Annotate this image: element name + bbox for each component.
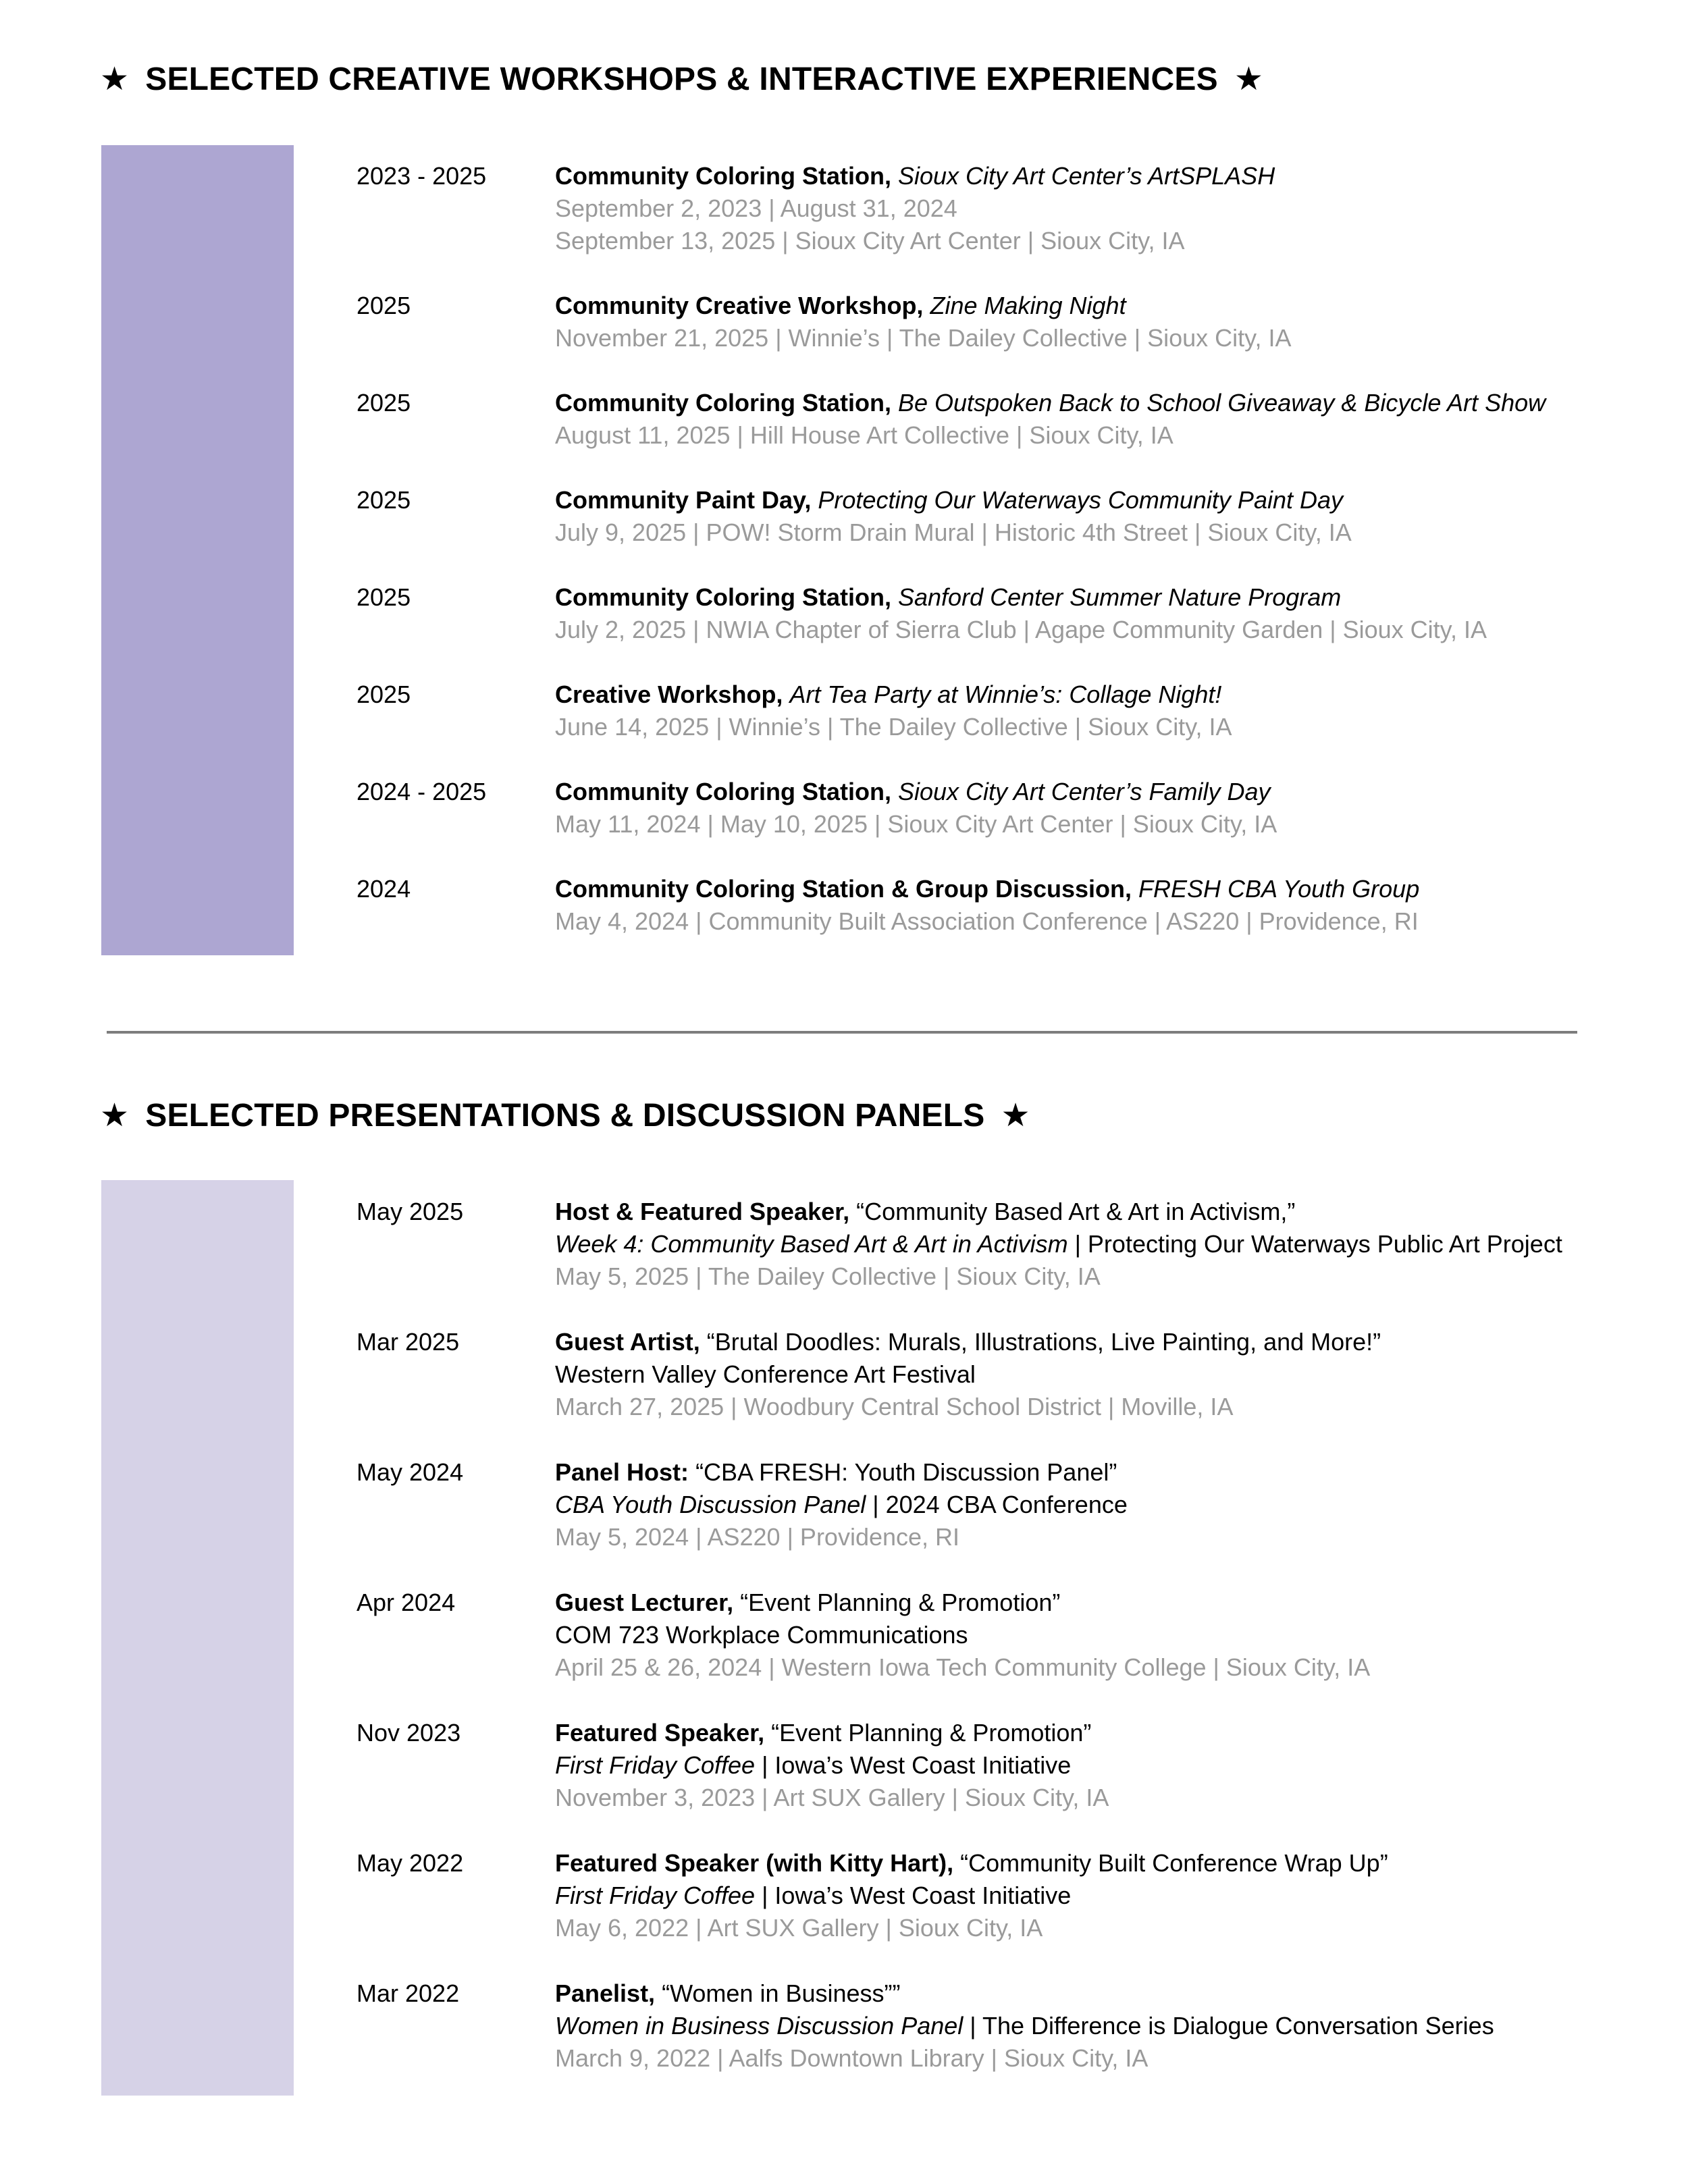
entry-talk-title: “Community Built Conference Wrap Up” <box>960 1849 1388 1877</box>
workshop-entry <box>0 581 1688 646</box>
entry-role: Featured Speaker, <box>555 1719 765 1747</box>
entry-body <box>555 581 1688 646</box>
workshop-entry <box>0 387 1688 452</box>
entry-event: Sioux City Art Center’s ArtSPLASH <box>898 162 1275 190</box>
entry-event: Protecting Our Waterways Community Paint Day <box>818 486 1344 514</box>
entry-details: May 5, 2025 | The Dailey Collective | Sioux City, IA <box>555 1262 1101 1290</box>
entry-series-title: Women in Business Discussion Panel <box>555 2012 964 2040</box>
entry-event: Art Tea Party at Winnie’s: Collage Night! <box>789 681 1222 708</box>
star-icon: ★ <box>100 1098 130 1134</box>
entry-date: Apr 2024 <box>357 1589 456 1616</box>
entry-body <box>555 1977 1688 2075</box>
entry-series-line <box>555 1358 1688 1391</box>
entry-body <box>555 1847 1688 1944</box>
presentation-entry <box>0 1977 1688 2075</box>
entry-year: 2025 <box>357 389 411 417</box>
workshop-entry <box>0 290 1688 354</box>
entry-title-line <box>555 581 1688 614</box>
entry-details: November 21, 2025 | Winnie’s | The Dailey Collective | Sioux City, IA <box>555 324 1292 352</box>
entry-event: Zine Making Night <box>930 292 1126 319</box>
workshop-entry <box>0 776 1688 841</box>
entry-event: Sioux City Art Center’s Family Day <box>898 778 1271 805</box>
entry-details: March 27, 2025 | Woodbury Central School District | Moville, IA <box>555 1393 1234 1420</box>
entry-title-line <box>555 1326 1688 1358</box>
presentation-entry <box>0 1587 1688 1684</box>
entry-talk-title: “Brutal Doodles: Murals, Illustrations, Live Painting, and More!” <box>706 1328 1381 1356</box>
entry-year: 2023 - 2025 <box>357 162 487 190</box>
entry-title-line <box>555 678 1688 711</box>
entry-role: Creative Workshop, <box>555 681 783 708</box>
entry-series-name: Western Valley Conference Art Festival <box>555 1360 976 1388</box>
entry-title-line <box>555 1847 1688 1880</box>
entry-role: Community Coloring Station & Group Discussion, <box>555 875 1132 903</box>
entry-series-host: | Iowa’s West Coast Initiative <box>755 1882 1072 1909</box>
entry-series-title: First Friday Coffee <box>555 1882 756 1909</box>
entry-series-line <box>555 1749 1688 1782</box>
workshop-entry <box>0 160 1688 257</box>
entry-role: Panelist, <box>555 1979 656 2007</box>
workshop-entry <box>0 484 1688 549</box>
entry-body <box>555 387 1688 452</box>
entry-details: May 6, 2022 | Art SUX Gallery | Sioux City, IA <box>555 1914 1043 1942</box>
entry-role: Community Coloring Station, <box>555 778 891 805</box>
entry-talk-title: “Community Based Art & Art in Activism,” <box>856 1198 1296 1225</box>
entry-details: May 4, 2024 | Community Built Association Conference | AS220 | Providence, RI <box>555 907 1419 935</box>
entry-role: Community Coloring Station, <box>555 389 891 417</box>
entry-body <box>555 160 1688 257</box>
entry-year: 2025 <box>357 486 411 514</box>
entry-talk-title: “Event Planning & Promotion” <box>740 1589 1061 1616</box>
entry-body <box>555 1196 1688 1293</box>
entry-title-line <box>555 1456 1688 1489</box>
entry-title-line <box>555 387 1688 419</box>
entry-role: Guest Lecturer, <box>555 1589 734 1616</box>
entry-title-line <box>555 873 1688 905</box>
workshop-entry <box>0 678 1688 743</box>
star-icon: ★ <box>1234 61 1264 97</box>
star-icon: ★ <box>1001 1098 1030 1134</box>
entry-event: FRESH CBA Youth Group <box>1138 875 1420 903</box>
entry-title-line <box>555 1587 1688 1619</box>
entry-body <box>555 1717 1688 1814</box>
entry-series-line <box>555 1880 1688 1912</box>
entry-year: 2024 - 2025 <box>357 778 487 805</box>
entry-series-line <box>555 1489 1688 1521</box>
section-divider <box>107 1031 1577 1034</box>
entry-talk-title: “Women in Business”” <box>662 1979 901 2007</box>
entry-series-name: COM 723 Workplace Communications <box>555 1621 968 1649</box>
entry-date: Nov 2023 <box>357 1719 461 1747</box>
entry-role: Guest Artist, <box>555 1328 700 1356</box>
entry-title-line <box>555 1717 1688 1749</box>
entry-date: May 2022 <box>357 1849 464 1877</box>
entry-series-host: | 2024 CBA Conference <box>866 1491 1128 1518</box>
entry-year: 2025 <box>357 681 411 708</box>
entry-details: September 2, 2023 | August 31, 2024 <box>555 194 957 222</box>
entry-body <box>555 776 1688 841</box>
entry-role: Featured Speaker (with Kitty Hart), <box>555 1849 954 1877</box>
entry-title-line <box>555 160 1688 192</box>
presentations-heading-text: SELECTED PRESENTATIONS & DISCUSSION PANELS <box>145 1098 985 1134</box>
entry-series-host: | The Difference is Dialogue Conversation Series <box>963 2012 1494 2040</box>
entry-series-title: First Friday Coffee <box>555 1751 756 1779</box>
entry-year: 2025 <box>357 583 411 611</box>
entry-details: March 9, 2022 | Aalfs Downtown Library | Sioux City, IA <box>555 2044 1149 2072</box>
entry-title-line <box>555 290 1688 322</box>
entry-body <box>555 873 1688 938</box>
entry-details: November 3, 2023 | Art SUX Gallery | Sioux City, IA <box>555 1784 1109 1811</box>
entry-date: Mar 2025 <box>357 1328 460 1356</box>
entry-role: Host & Featured Speaker, <box>555 1198 850 1225</box>
presentation-entry <box>0 1847 1688 1944</box>
entry-details: May 11, 2024 | May 10, 2025 | Sioux City Art Center | Sioux City, IA <box>555 810 1277 838</box>
entry-date: May 2024 <box>357 1458 464 1486</box>
entry-role: Community Paint Day, <box>555 486 812 514</box>
workshops-heading <box>100 59 1263 100</box>
workshops-heading-text: SELECTED CREATIVE WORKSHOPS & INTERACTIVE EXPERIENCES <box>145 61 1218 97</box>
entry-body <box>555 1456 1688 1553</box>
presentations-heading <box>100 1096 1030 1136</box>
entry-talk-title: “Event Planning & Promotion” <box>771 1719 1092 1747</box>
presentations-list <box>0 1196 1688 2108</box>
entry-date: Mar 2022 <box>357 1979 460 2007</box>
workshops-list <box>0 160 1688 970</box>
entry-series-host: | Protecting Our Waterways Public Art Project <box>1067 1230 1562 1258</box>
entry-title-line <box>555 1977 1688 2010</box>
entry-event: Sanford Center Summer Nature Program <box>898 583 1342 611</box>
entry-body <box>555 290 1688 354</box>
entry-body <box>555 1326 1688 1423</box>
entry-body <box>555 484 1688 549</box>
entry-body <box>555 1587 1688 1684</box>
entry-role: Community Creative Workshop, <box>555 292 924 319</box>
entry-details: July 2, 2025 | NWIA Chapter of Sierra Club | Agape Community Garden | Sioux City, IA <box>555 616 1487 643</box>
entry-year: 2025 <box>357 292 411 319</box>
entry-role: Community Coloring Station, <box>555 162 891 190</box>
entry-series-line <box>555 1619 1688 1651</box>
entry-talk-title: “CBA FRESH: Youth Discussion Panel” <box>695 1458 1117 1486</box>
entry-series-line <box>555 1228 1688 1260</box>
entry-series-title: Week 4: Community Based Art & Art in Activism <box>555 1230 1068 1258</box>
entry-title-line <box>555 1196 1688 1228</box>
presentation-entry <box>0 1196 1688 1293</box>
entry-series-host: | Iowa’s West Coast Initiative <box>755 1751 1072 1779</box>
entry-date: May 2025 <box>357 1198 464 1225</box>
entry-title-line <box>555 484 1688 516</box>
entry-details: July 9, 2025 | POW! Storm Drain Mural | Historic 4th Street | Sioux City, IA <box>555 518 1352 546</box>
entry-body <box>555 678 1688 743</box>
entry-details: August 11, 2025 | Hill House Art Collective | Sioux City, IA <box>555 421 1173 449</box>
entry-title-line <box>555 776 1688 808</box>
entry-details: April 25 & 26, 2024 | Western Iowa Tech Community College | Sioux City, IA <box>555 1653 1371 1681</box>
presentation-entry <box>0 1456 1688 1553</box>
presentation-entry <box>0 1717 1688 1814</box>
entry-details: June 14, 2025 | Winnie’s | The Dailey Collective | Sioux City, IA <box>555 713 1232 741</box>
presentation-entry <box>0 1326 1688 1423</box>
star-icon: ★ <box>100 61 130 97</box>
entry-year: 2024 <box>357 875 411 903</box>
entry-details: May 5, 2024 | AS220 | Providence, RI <box>555 1523 960 1551</box>
workshop-entry <box>0 873 1688 938</box>
entry-series-line <box>555 2010 1688 2042</box>
entry-series-title: CBA Youth Discussion Panel <box>555 1491 866 1518</box>
entry-event: Be Outspoken Back to School Giveaway & Bicycle Art Show <box>898 389 1546 417</box>
entry-role: Community Coloring Station, <box>555 583 891 611</box>
entry-role: Panel Host: <box>555 1458 689 1486</box>
entry-details: September 13, 2025 | Sioux City Art Center | Sioux City, IA <box>555 227 1185 255</box>
